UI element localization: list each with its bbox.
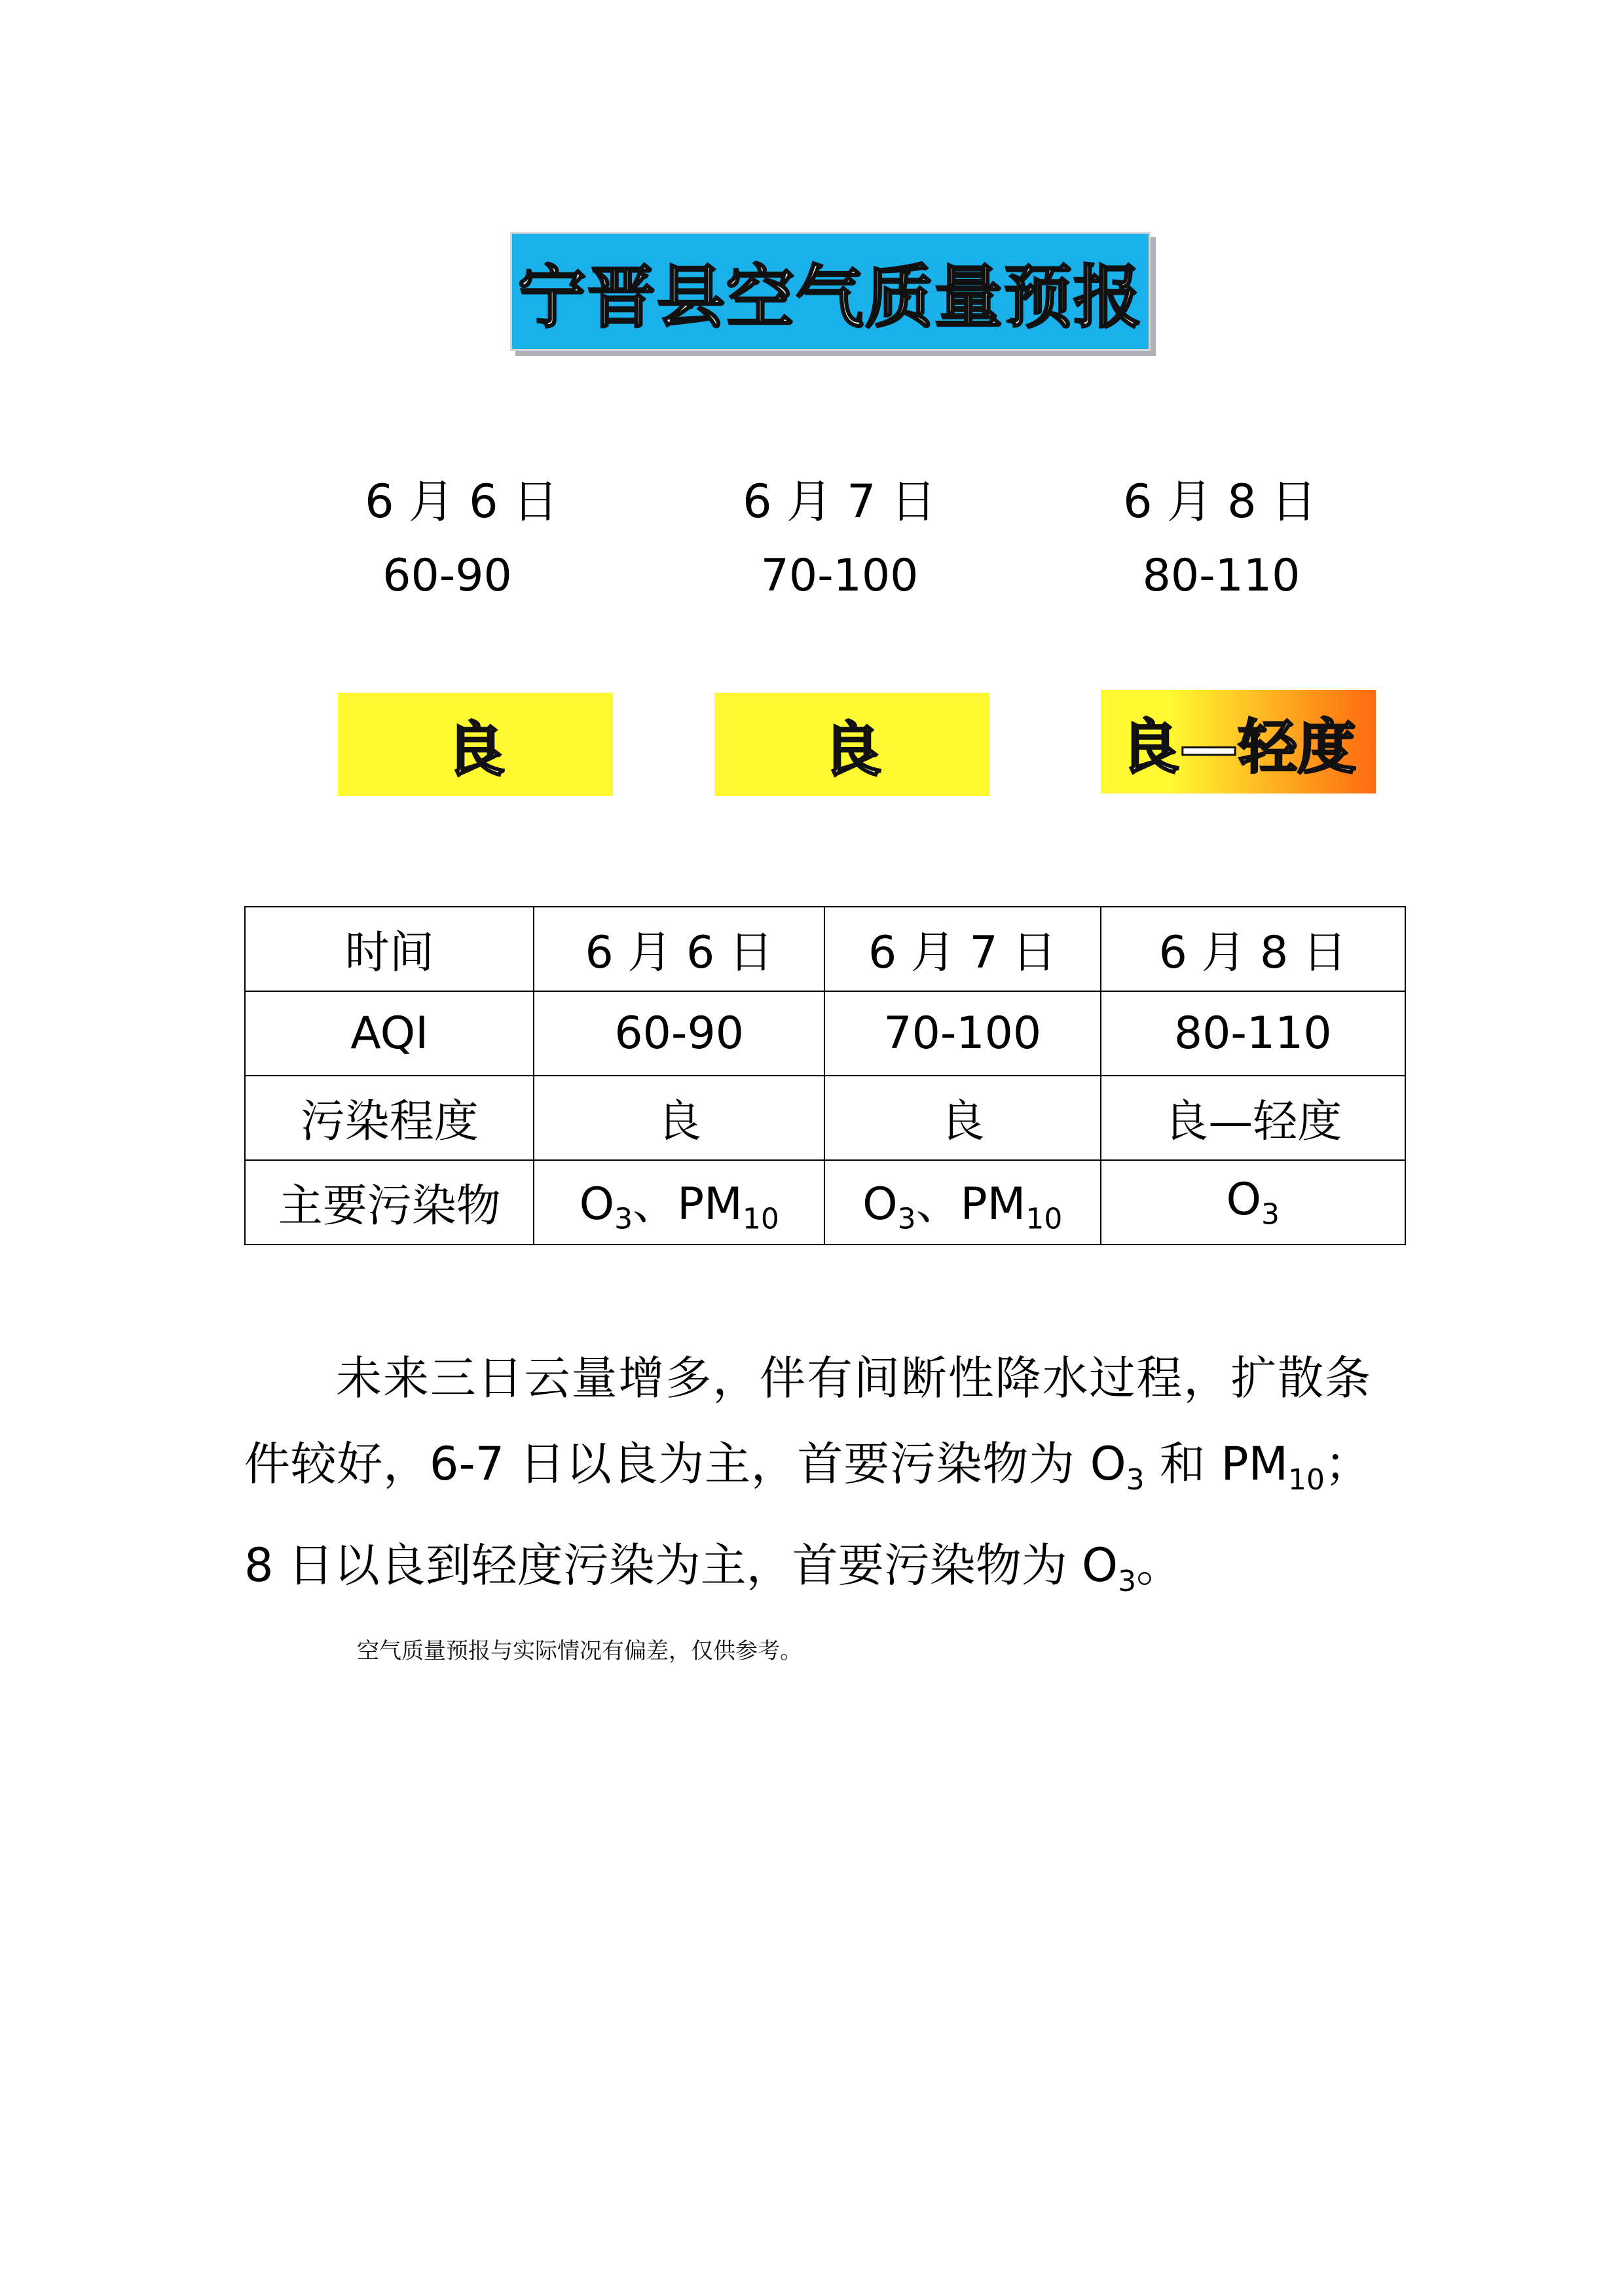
table-cell: 6 月 7 日	[824, 907, 1101, 991]
row-label: 主要污染物	[245, 1160, 534, 1245]
table-cell: 70-100	[824, 991, 1101, 1076]
day-1-level-badge	[338, 693, 613, 796]
table-cell: 良	[824, 1076, 1101, 1160]
table-cell: 6 月 8 日	[1101, 907, 1405, 991]
day-3-date: 6 月 8 日	[1123, 475, 1317, 528]
day-3-level-badge	[1101, 690, 1376, 793]
day-1-date: 6 月 6 日	[365, 475, 559, 528]
pollutant-cell: $O_3$、$PM_{10}$	[824, 1160, 1101, 1245]
day-2-date: 6 月 7 日	[743, 475, 936, 528]
table-cell: 80-110	[1101, 991, 1405, 1076]
day-2-level-badge	[714, 693, 989, 796]
day-1-aqi: 60-90	[382, 550, 512, 602]
table-row	[245, 1160, 1405, 1245]
table-row	[245, 991, 1405, 1076]
pollutant-cell: $O_3$、$PM_{10}$	[534, 1160, 824, 1245]
summary-paragraph: 未来三日云量增多，伴有间断性降水过程，扩散条件较好，6-7 日以良为主，首要污染物为 $O_3$ 和 $PM_{10}$；8 日以良到轻度污染为主，首要污染物为 $O_3$。	[244, 1351, 1371, 1598]
table-cell: 60-90	[534, 991, 824, 1076]
day-2-level: 良	[822, 716, 881, 784]
forecast-table	[244, 906, 1406, 1245]
table-cell: 良—轻度	[1101, 1076, 1405, 1160]
day-2-aqi: 70-100	[760, 550, 919, 602]
row-label: 污染程度	[245, 1076, 534, 1160]
row-label: AQI	[245, 991, 534, 1076]
day-3-aqi: 80-110	[1142, 550, 1301, 602]
pollutant-cell: $O_3$	[1101, 1160, 1405, 1245]
row-label: 时间	[245, 907, 534, 991]
table-cell: 良	[534, 1076, 824, 1160]
table-cell: 6 月 6 日	[534, 907, 824, 991]
day-3-level: 良—轻度	[1120, 713, 1356, 782]
table-row	[245, 1076, 1405, 1160]
day-1-level: 良	[446, 716, 505, 784]
page-title: 宁晋县空气质量预报	[517, 257, 1143, 337]
title-banner	[510, 232, 1151, 351]
table-row	[245, 907, 1405, 991]
disclaimer-note: 空气质量预报与实际情况有偏差，仅供参考。	[357, 1638, 802, 1664]
